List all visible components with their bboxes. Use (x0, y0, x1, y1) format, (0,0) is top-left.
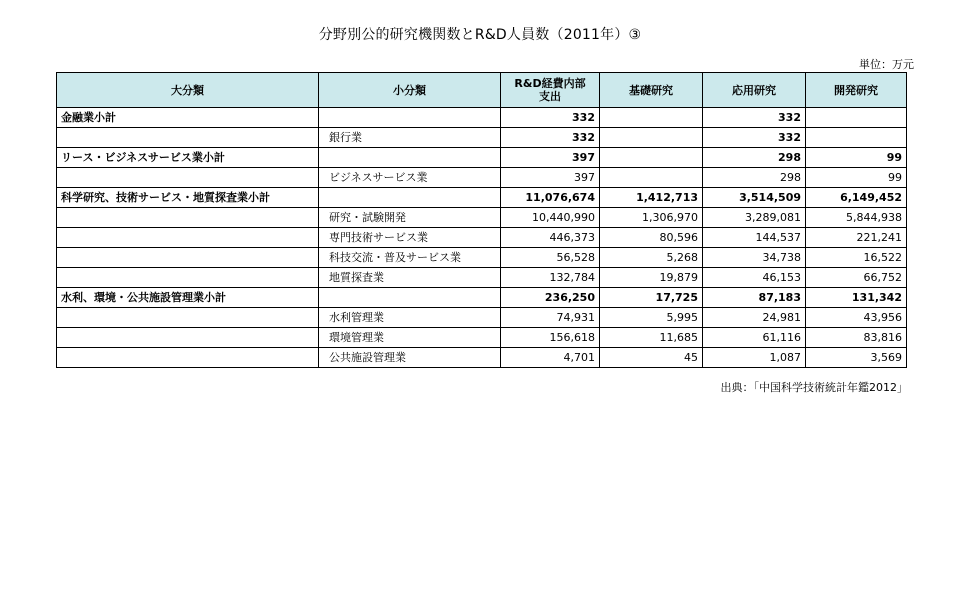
cell-basic-research: 45 (600, 348, 703, 368)
cell-development-research: 83,816 (806, 328, 907, 348)
cell-development-research: 5,844,938 (806, 208, 907, 228)
cell-minor-category: 水利管理業 (319, 308, 501, 328)
cell-major-category (57, 268, 319, 288)
header-basic-research: 基礎研究 (600, 73, 703, 108)
cell-major-category: 科学研究、技術サービス・地質探査業小計 (57, 188, 319, 208)
cell-applied-research: 34,738 (703, 248, 806, 268)
source-note: 出典：「中国科学技術統計年鑑2012」 (720, 381, 908, 394)
cell-applied-research: 144,537 (703, 228, 806, 248)
cell-rd-expenditure: 332 (501, 128, 600, 148)
table-header-row (57, 73, 907, 108)
cell-development-research: 3,569 (806, 348, 907, 368)
cell-rd-expenditure: 4,701 (501, 348, 600, 368)
table-row (57, 328, 907, 348)
cell-minor-category: 専門技術サービス業 (319, 228, 501, 248)
cell-development-research (806, 128, 907, 148)
cell-applied-research: 3,514,509 (703, 188, 806, 208)
table-row (57, 128, 907, 148)
cell-applied-research: 1,087 (703, 348, 806, 368)
cell-development-research: 99 (806, 148, 907, 168)
cell-development-research (806, 108, 907, 128)
table-row (57, 248, 907, 268)
cell-major-category (57, 128, 319, 148)
cell-rd-expenditure: 56,528 (501, 248, 600, 268)
cell-major-category (57, 228, 319, 248)
cell-basic-research (600, 168, 703, 188)
cell-applied-research: 87,183 (703, 288, 806, 308)
unit-label: 単位：万元 (859, 58, 914, 71)
cell-minor-category (319, 148, 501, 168)
cell-minor-category: 地質探査業 (319, 268, 501, 288)
cell-development-research: 221,241 (806, 228, 907, 248)
cell-applied-research: 298 (703, 148, 806, 168)
cell-basic-research: 80,596 (600, 228, 703, 248)
cell-basic-research: 17,725 (600, 288, 703, 308)
table-row (57, 268, 907, 288)
table-row (57, 208, 907, 228)
cell-development-research: 66,752 (806, 268, 907, 288)
cell-applied-research: 332 (703, 128, 806, 148)
cell-applied-research: 46,153 (703, 268, 806, 288)
cell-development-research: 131,342 (806, 288, 907, 308)
cell-minor-category: 公共施設管理業 (319, 348, 501, 368)
table-row (57, 228, 907, 248)
cell-major-category (57, 248, 319, 268)
table-row-subtotal (57, 188, 907, 208)
cell-basic-research (600, 108, 703, 128)
cell-development-research: 6,149,452 (806, 188, 907, 208)
page-title: 分野別公的研究機関数とR&D人員数（2011年）③ (318, 27, 642, 43)
table-row-subtotal (57, 108, 907, 128)
cell-major-category (57, 348, 319, 368)
cell-applied-research: 61,116 (703, 328, 806, 348)
cell-development-research: 99 (806, 168, 907, 188)
cell-major-category (57, 308, 319, 328)
header-development-research: 開発研究 (806, 73, 907, 108)
cell-rd-expenditure: 74,931 (501, 308, 600, 328)
header-rd-expenditure: R&D経費内部 支出 (501, 73, 600, 108)
cell-basic-research: 5,995 (600, 308, 703, 328)
cell-rd-expenditure: 11,076,674 (501, 188, 600, 208)
cell-rd-expenditure: 10,440,990 (501, 208, 600, 228)
cell-applied-research: 332 (703, 108, 806, 128)
cell-minor-category: 科技交流・普及サービス業 (319, 248, 501, 268)
cell-minor-category (319, 108, 501, 128)
cell-minor-category: ビジネスサービス業 (319, 168, 501, 188)
cell-basic-research: 1,306,970 (600, 208, 703, 228)
rd-table (56, 72, 907, 368)
cell-basic-research: 1,412,713 (600, 188, 703, 208)
cell-minor-category (319, 188, 501, 208)
table-row (57, 168, 907, 188)
cell-major-category (57, 328, 319, 348)
cell-major-category: 水利、環境・公共施設管理業小計 (57, 288, 319, 308)
cell-applied-research: 298 (703, 168, 806, 188)
cell-development-research: 43,956 (806, 308, 907, 328)
cell-applied-research: 24,981 (703, 308, 806, 328)
cell-minor-category: 研究・試験開発 (319, 208, 501, 228)
cell-rd-expenditure: 332 (501, 108, 600, 128)
cell-rd-expenditure: 236,250 (501, 288, 600, 308)
cell-rd-expenditure: 446,373 (501, 228, 600, 248)
cell-basic-research: 11,685 (600, 328, 703, 348)
cell-major-category: リース・ビジネスサービス業小計 (57, 148, 319, 168)
cell-rd-expenditure: 397 (501, 168, 600, 188)
table-row (57, 308, 907, 328)
cell-minor-category (319, 288, 501, 308)
cell-major-category: 金融業小計 (57, 108, 319, 128)
table-row-subtotal (57, 148, 907, 168)
cell-basic-research (600, 128, 703, 148)
header-applied-research: 応用研究 (703, 73, 806, 108)
cell-major-category (57, 208, 319, 228)
header-major-category: 大分類 (57, 73, 319, 108)
cell-rd-expenditure: 156,618 (501, 328, 600, 348)
cell-rd-expenditure: 397 (501, 148, 600, 168)
header-minor-category: 小分類 (319, 73, 501, 108)
cell-rd-expenditure: 132,784 (501, 268, 600, 288)
cell-basic-research: 5,268 (600, 248, 703, 268)
cell-minor-category: 銀行業 (319, 128, 501, 148)
table-row-subtotal (57, 288, 907, 308)
cell-minor-category: 環境管理業 (319, 328, 501, 348)
cell-basic-research (600, 148, 703, 168)
cell-development-research: 16,522 (806, 248, 907, 268)
cell-major-category (57, 168, 319, 188)
cell-basic-research: 19,879 (600, 268, 703, 288)
cell-applied-research: 3,289,081 (703, 208, 806, 228)
table-row (57, 348, 907, 368)
